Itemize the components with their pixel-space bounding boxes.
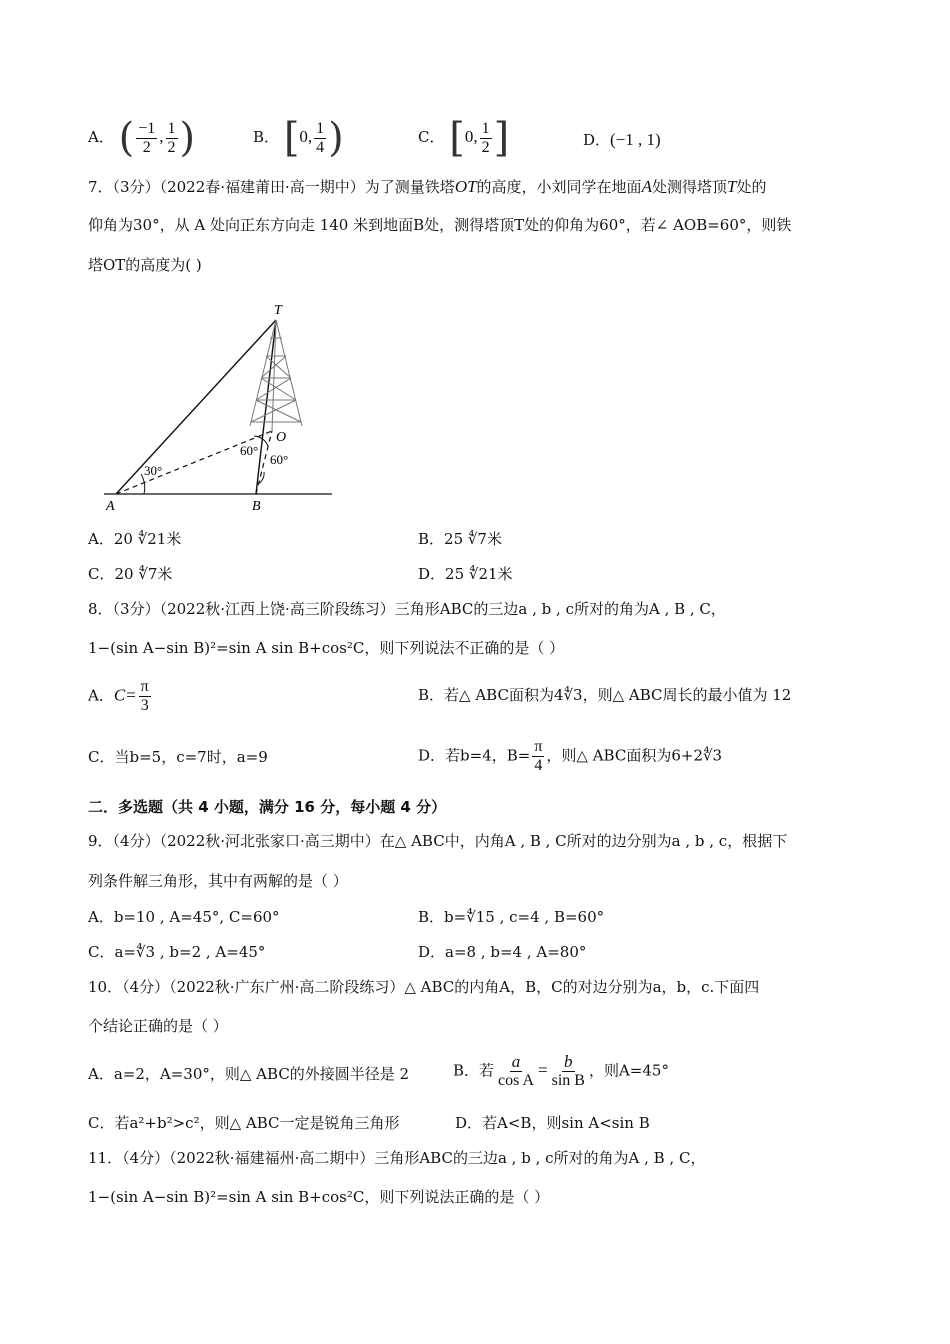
fraction: $\frac{a}{\text{cos A}}$	[498, 1052, 535, 1089]
q8-line-2: 1−(sin A−sin B)²=sin A sin B+cos²C，则下列说法不正确的是（ ）	[88, 639, 565, 657]
label-angle-30: 30°	[144, 463, 163, 478]
q7-option-b: B．25 ∜7米	[418, 530, 502, 548]
q6-option-c: C． [0, $\frac{1}{2}$ ]	[418, 115, 510, 161]
label-angle-60-left: 60°	[240, 443, 259, 458]
fraction: $\frac{-1}{2}$	[138, 119, 156, 156]
q10-option-d: D．若A<B，则sin A<sin B	[455, 1114, 650, 1132]
fraction: $\frac{\pi}{3}$	[140, 678, 149, 714]
left-paren: (	[118, 115, 135, 161]
label-angle-60-right: 60°	[270, 452, 289, 467]
q9-option-b: B．b=∜15 , c=4 , B=60°	[418, 908, 605, 926]
q9-line-1: 9．（4分）（2022秋·河北张家口·高三期中）在△ ABC中，内角A , B , C所对的边分别为a , b , c，根据下	[88, 832, 788, 850]
q7-line-2: 仰角为30°，从 A 处向正东方向走 140 米到地面B处，测得塔顶T处的仰角为60°，若∠ AOB=60°，则铁	[88, 216, 792, 234]
q8-option-b: B．若△ ABC面积为4∜3，则△ ABC周长的最小值为 12	[418, 686, 792, 704]
q11-line-2: 1−(sin A−sin B)²=sin A sin B+cos²C，则下列说法正确的是（ ）	[88, 1188, 550, 1206]
right-paren: )	[179, 115, 196, 161]
label-O: O	[276, 430, 287, 445]
label-A: A	[106, 499, 115, 514]
q7-line-1: 7．（3分）（2022春·福建莆田·高一期中）为了测量铁塔OT的高度，小刘同学在地面A处测得塔顶T处的	[88, 177, 767, 196]
label-B: B	[252, 499, 261, 514]
q6-option-d: D．(−1 , 1)	[583, 130, 661, 149]
q7-option-c: C．20 ∜7米	[88, 565, 173, 583]
fraction: $\frac{1}{4}$	[316, 119, 325, 156]
q9-option-d: D．a=8 , b=4 , A=80°	[418, 943, 587, 961]
q9-option-c: C．a=∜3 , b=2 , A=45°	[88, 943, 266, 961]
q8-line-1: 8．（3分）（2022秋·江西上饶·高三阶段练习）三角形ABC的三边a , b , c所对的角为A , B , C，	[88, 600, 726, 618]
q9-option-a: A．b=10 , A=45°, C=60°	[88, 908, 280, 926]
q10-line-1: 10．（4分）（2022秋·广东广州·高二阶段练习）△ ABC的内角A，B，C的对边分别为a，b，c.下面四	[88, 978, 760, 996]
q7-option-a: A．20 ∜21米	[88, 530, 182, 548]
q10-option-a: A．a=2，A=30°，则△ ABC的外接圆半径是 2	[88, 1065, 410, 1083]
fraction: $\frac{1}{2}$	[481, 119, 490, 156]
q7-line-3: 塔OT的高度为( )	[88, 256, 202, 274]
line-AT	[116, 320, 276, 494]
tower-icon	[250, 320, 302, 431]
q10-line-2: 个结论正确的是（ ）	[88, 1017, 228, 1035]
line-AO	[116, 431, 272, 494]
q10-option-c: C．若a²+b²>c²，则△ ABC一定是锐角三角形	[88, 1114, 400, 1132]
label-T: T	[274, 303, 282, 318]
fraction: $\frac{b}{\text{sin B}}$	[551, 1052, 585, 1089]
q8-option-a: A．C= $\frac{\pi}{3}$	[88, 678, 149, 714]
q8-option-c: C．当b=5，c=7时，a=9	[88, 748, 268, 766]
q10-option-b: B．若 $\frac{a}{\text{cos A}}$ = $\frac{b}{\text{sin B}}$ ，则A=45°	[453, 1052, 669, 1089]
q8-option-d: D．若b=4，B= $\frac{\pi}{4}$ ，则△ ABC面积为6+2∜3	[418, 738, 723, 774]
tower-figure	[96, 296, 342, 516]
section-heading: 二．多选题（共 4 小题，满分 16 分，每小题 4 分）	[88, 798, 447, 816]
q6-option-b: B． [0, $\frac{1}{4}$ )	[253, 115, 344, 161]
fraction: $\frac{1}{2}$	[167, 119, 176, 156]
q7-option-d: D．25 ∜21米	[418, 565, 513, 583]
q6-option-a: A． ( $\frac{-1}{2}$ , $\frac{1}{2}$ )	[88, 115, 196, 161]
fraction: $\frac{\pi}{4}$	[534, 738, 543, 774]
q11-line-1: 11．（4分）（2022秋·福建福州·高二期中）三角形ABC的三边a , b , c所对的角为A , B , C，	[88, 1149, 706, 1167]
q9-line-2: 列条件解三角形，其中有两解的是（ ）	[88, 872, 348, 890]
